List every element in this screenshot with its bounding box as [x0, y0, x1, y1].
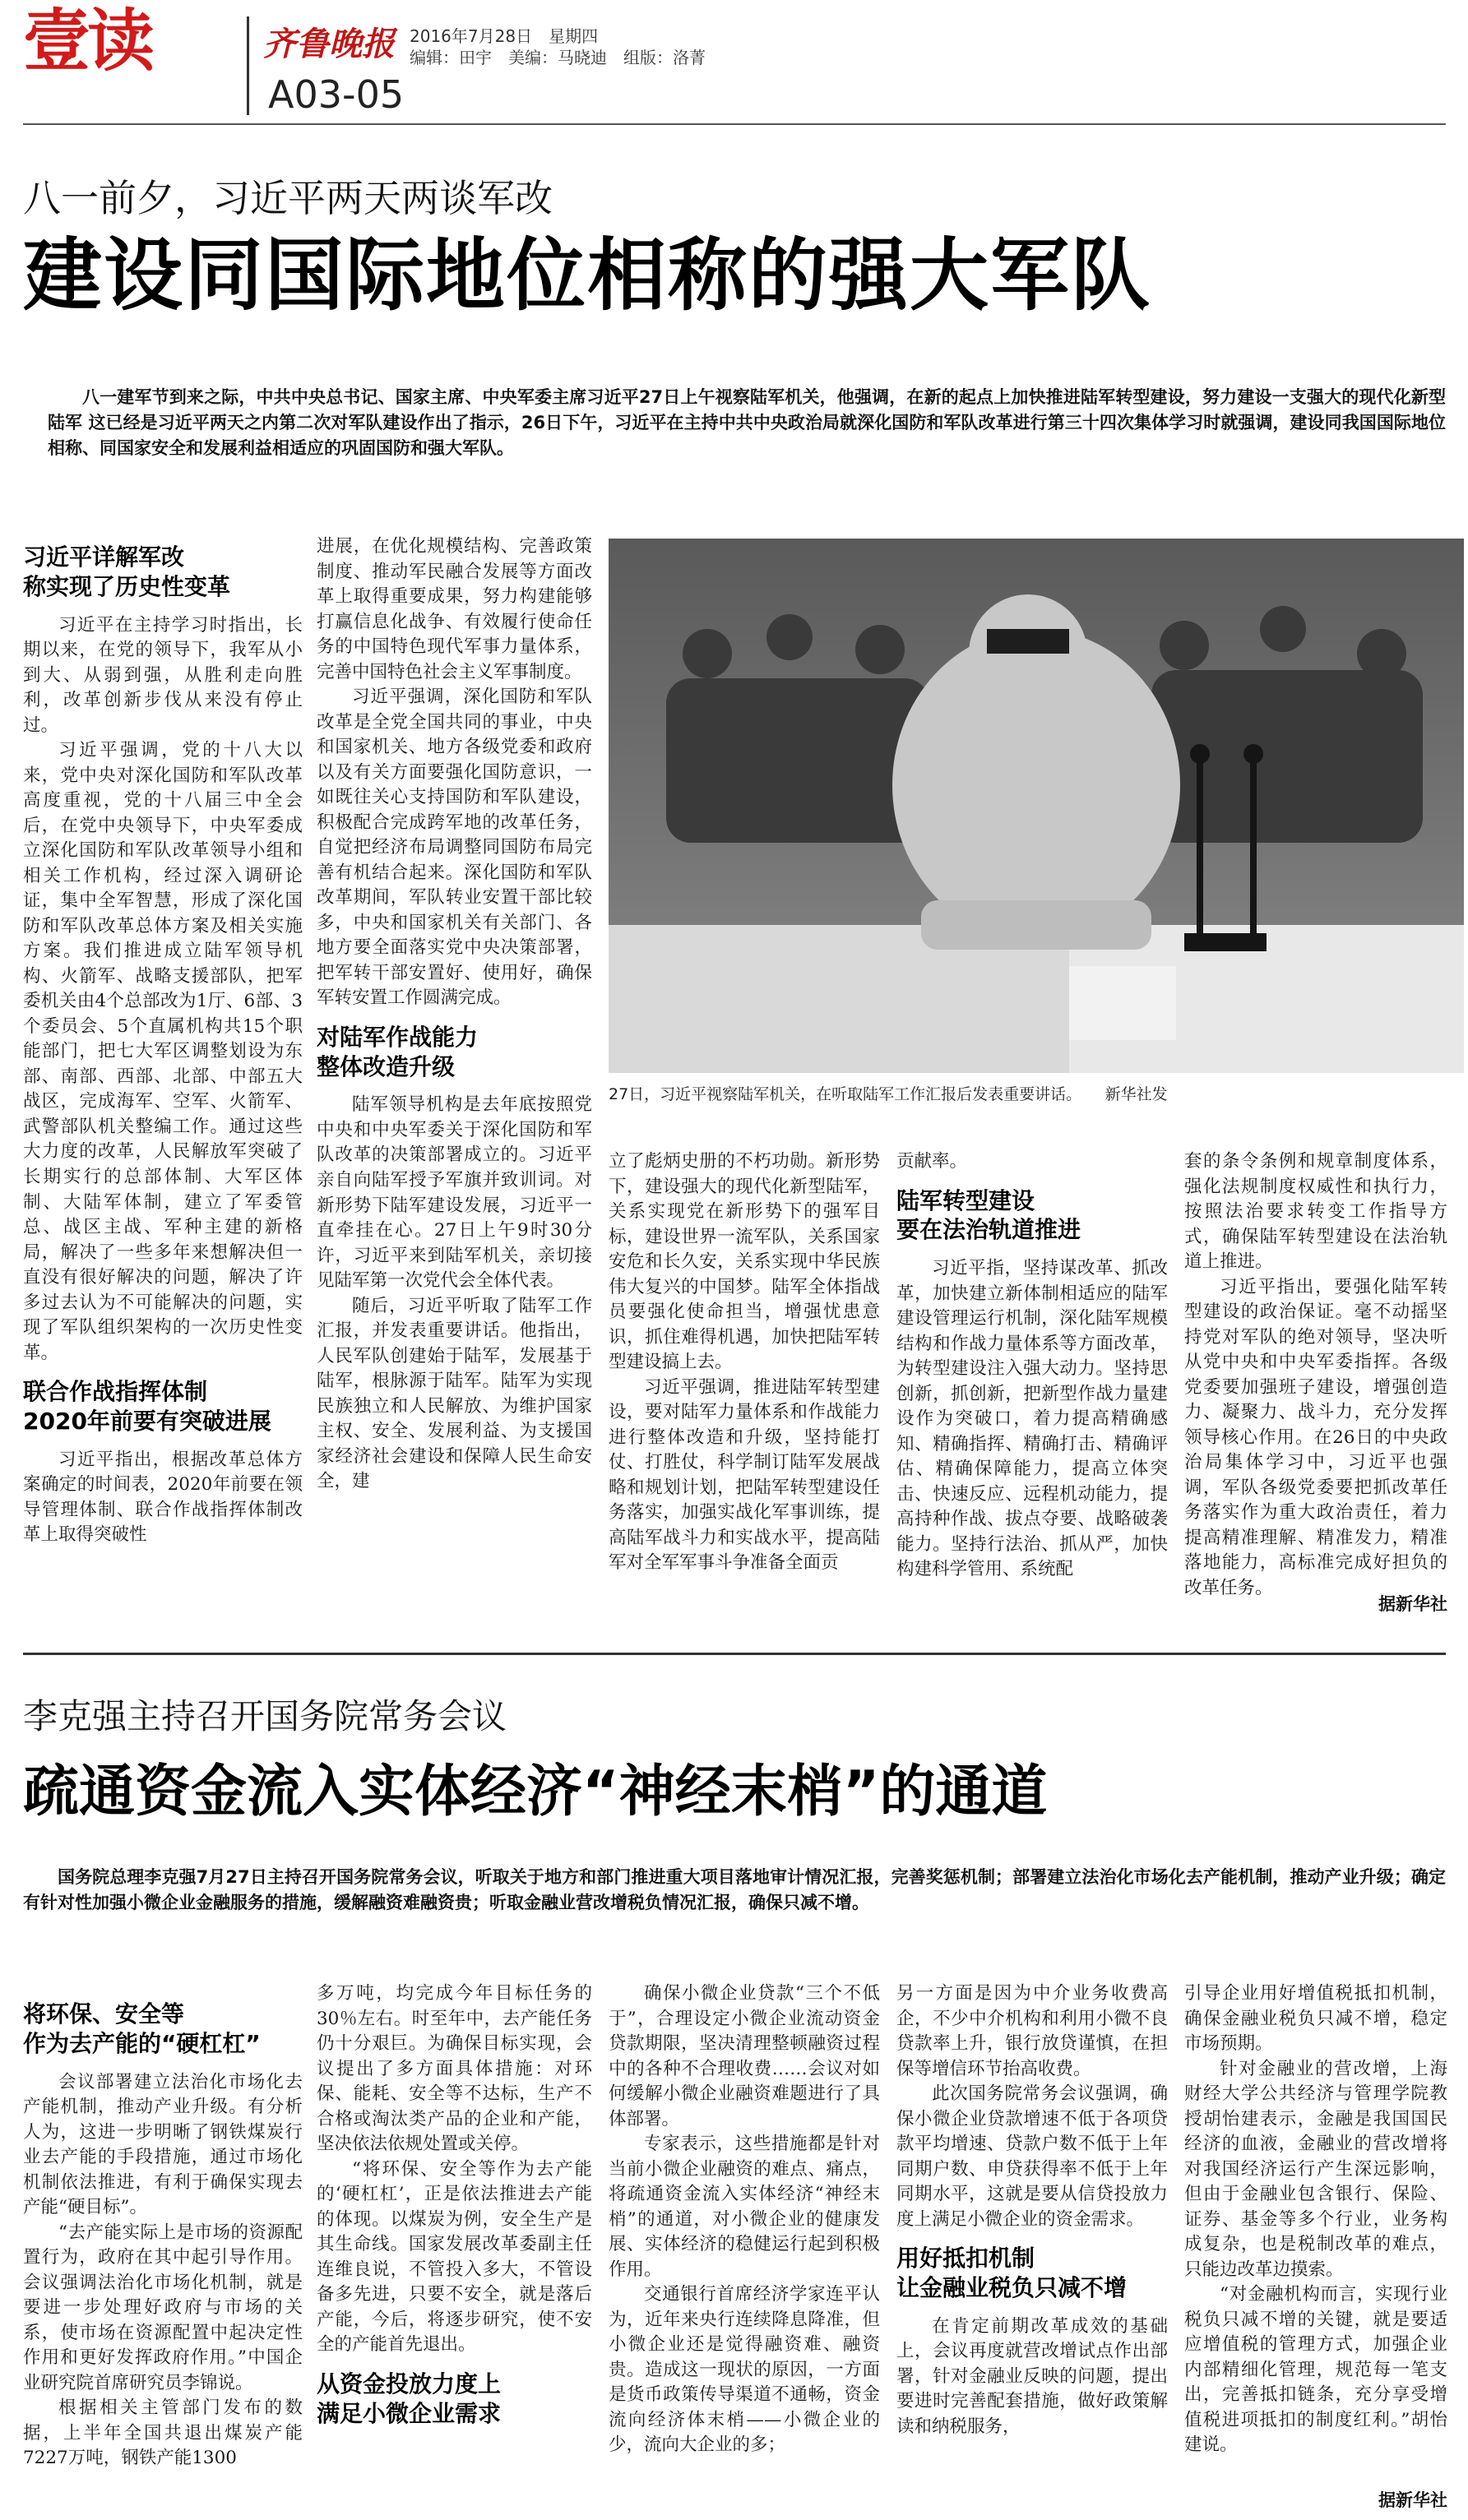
story2-column-1 [23, 1990, 303, 2516]
paragraph: 此次国务院常务会议强调，确保小微企业贷款增速不低于各项贷款平均增速、贷款户数不低于上年同期户数、申贷获得率不低于上年同期水平，这就是要从信贷投放力度上满足小微企业的资金需求。 [896, 2083, 1168, 2230]
story1-lead: 八一建军节到来之际，中共中央总书记、国家主席、中央军委主席习近平27日上午视察陆军机关，他强调，在新的起点上加快推进陆军转型建设，努力建设一支强大的现代化新型陆军 这已经是习近平两天之内第二次对军队建设作出了指示，26日下午，习近平在主持中共中央政治局就深化国防和军队改革进行第三十四次集体学习时就强调，建设同我国国际地位相称、同国家安全和发展利益相适应的巩固国防和强大军队。 [48, 387, 1446, 459]
paragraph: 套的条令条例和规章制度体系，强化法规制度权威性和执行力，按照法治要求转变工作指导方式，确保陆军转型建设在法治轨道上推进。 [1184, 1151, 1447, 1273]
header-rule [23, 123, 1446, 125]
story-divider [23, 1653, 1446, 1655]
paragraph: 交通银行首席经济学家连平认为，近年来央行连续降息降准，但小微企业还是觉得融资难、融资贵。造成这一现状的原因，一方面是货币政策传导渠道不通畅，资金流向经济体末梢——小微企业的少，流向大企业的多； [609, 2284, 880, 2456]
subheading: 对陆军作战能力 整体改造升级 [317, 1023, 479, 1080]
story1-credit: 据新华社 [1378, 1594, 1447, 1614]
paragraph: 随后，习近平听取了陆军工作汇报，并发表重要讲话。他指出，人民军队创建始于陆军，发展基于陆军，根脉源于陆军。陆军为实现民族独立和人民解放、为维护国家主权、安全、发展利益、为支援国家经济社会建设和保障人民生命安全，建 [317, 1295, 592, 1492]
subheading: 从资金投放力度上 满足小微企业需求 [317, 2370, 502, 2427]
paragraph: 在肯定前期改革成效的基础上，会议再度就营改增试点作出部署，针对金融业反映的问题，提出要进时完善配套措施，做好政策解读和纳税服务， [896, 2315, 1168, 2437]
paragraph: 习近平指出，根据改革总体方案确定的时间表，2020年前要在领导管理体制、联合作战指挥体制改革上取得突破性 [23, 1449, 303, 1546]
paragraph: 引导企业用好增值税抵扣机制，确保金融业税负只减不增，稳定市场预期。 [1184, 1983, 1447, 2055]
paragraph: 习近平强调，深化国防和军队改革是全党全国共同的事业，中央和国家机关、地方各级党委和政府以及有关方面要强化国防意识，一如既往关心支持国防和军队建设，积极配合完成跨军地的改革任务，自觉把经济布局调整同国防布局完善有机结合起来。深化国防和军队改革期间，军队转业安置干部比较多，中央和国家机关有关部门、各地方要全面落实党中央决策部署，把军转干部安置好、使用好，确保军转安置工作圆满完成。 [317, 687, 592, 1009]
paragraph: 会议部署建立法治化市场化去产能机制，推动产业升级。有分析人为，这进一步明晰了钢铁煤炭行业去产能的手段措施，通过市场化机制依法推进，有利于确保实现去产能“硬目标”。 [23, 2071, 303, 2218]
subheading: 联合作战指挥体制 2020年前要有突破进展 [23, 1378, 271, 1435]
paragraph: 习近平在主持学习时指出，长期以来，在党的领导下，我军从小到大、从弱到强，从胜利走向胜利，改革创新步伐从来没有停止过。 [23, 614, 303, 736]
story2-lead: 国务院总理李克强7月27日主持召开国务院常务会议，听取关于地方和部门推进重大项目落地审计情况汇报，完善奖惩机制；部署建立法治化市场化去产能机制，推动产业升级；确定有针对性加强小微企业金融服务的措施，缓解融资难融资贵；听取金融业营改增税负情况汇报，确保只减不增。 [23, 1867, 1446, 1913]
subheading: 陆军转型建设 要在法治轨道推进 [896, 1186, 1081, 1244]
paragraph: 确保小微企业贷款“三个不低于”，合理设定小微企业流动资金贷款期限，坚决清理整顿融资过程中的各种不合理收费……会议对如何缓解小微企业融资难题进行了具体部署。 [609, 1983, 880, 2129]
paragraph: 贡献率。 [896, 1151, 968, 1172]
paragraph: 进展，在优化规模结构、完善政策制度、推动军民融合发展等方面改革上取得重要成果，努力构建能够打赢信息化战争、有效履行使命任务的中国特色现代军事力量体系，完善中国特色社会主义军事制度。 [317, 536, 592, 682]
paragraph: 立了彪炳史册的不朽功勋。新形势下，建设强大的现代化新型陆军，关系实现党在新形势下的强军目标，建设世界一流军队，关系国家安危和长久安，关系实现中华民族伟大复兴的中国梦。陆军全体指战员要强化使命担当，增强忧患意识，抓住难得机遇，加快把陆军转型建设搞上去。 [609, 1151, 880, 1373]
paragraph: “去产能实际上是市场的资源配置行为，政府在其中起引导作用。会议强调法治化市场化机制，就是要进一步处理好政府与市场的关系，使市场在资源配置中起决定性作用和更好发挥政府作用。”中国企业研究院首席研究员李锦说。 [23, 2222, 303, 2393]
story2-column-3 [609, 1981, 880, 2516]
story1-column-5 [1184, 1149, 1447, 1598]
subheading: 将环保、安全等 作为去产能的“硬杠杠” [23, 2000, 261, 2057]
story2-kicker: 李克强主持召开国务院常务会议 [23, 1696, 507, 1736]
subheading: 习近平详解军改 称实现了历史性变革 [23, 543, 231, 600]
header-divider [247, 16, 249, 115]
paragraph: 多万吨，均完成今年目标任务的30％左右。时至年中，去产能任务仍十分艰巨。为确保目标实现，会议提出了多方面具体措施：对环保、能耗、安全等不达标，生产不合格或淘汰类产品的企业和产能，坚决依法依规处置或关停。 [317, 1983, 592, 2155]
page-number: A03-05 [268, 72, 405, 117]
paragraph: 习近平指，坚持谋改革、抓改革，加快建立新体制相适应的陆军建设管理运行机制，深化陆军规模结构和作战力量体系等方面改革，为转型建设注入强大动力。坚持思创新，抓创新，把新型作战力量建设作为突破口，着力提高精确感知、精确指挥、精确打击、精确评估、精确保障能力，提高立体突击、快速反应、远程机动能力，提高持种作战、拔点夺要、战略破袭能力。坚持行法治、抓从严，加快构建科学管用、系统配 [896, 1258, 1168, 1580]
paragraph: 习近平强调，党的十八大以来，党中央对深化国防和军队改革高度重视，党的十八届三中全会后，在党中央领导下，中央军委成立深化国防和军队改革领导小组和相关工作机构，经过深入调研论证，集中全军智慧，形成了深化国防和军队改革总体方案及相关实施方案。我们推进成立陆军领导机构、火箭军、战略支援部队，把军委机关由4个总部改为1厅、6部、3个委员会、5个直属机构共15个职能部门，把七大军区调整划设为东部、南部、西部、北部、中部五大战区，完成海军、空军、火箭军、武警部队机关整编工作。通过这些大力度的改革，人民解放军突破了长期实行的总部体制、大军区体制、大陆军体制，建立了军委管总、战区主战、军种主建的新格局，解决了一些多年来想解决但一直没有很好解决的问题，解决了许多过去认为不可能解决的问题，实现了军队组织架构的一次历史性变革。 [23, 740, 303, 1363]
story2-credit: 据新华社 [1378, 2490, 1447, 2510]
paragraph: 针对金融业的营改增，上海财经大学公共经济与管理学院教授胡怡建表示，金融是我国国民经济的血液，金融业的营改增将对我国经济运行产生深远影响，但由于金融业包含银行、保险、证券、基金等多个行业，业务构成复杂，也是税制改革的难点，只能边改革边摸索。 [1184, 2058, 1447, 2280]
editors-line: 编辑：田宇 美编：马晓迪 组版：洛菁 [410, 48, 706, 67]
paragraph: 陆军领导机构是去年底按照党中央和中央军委关于深化国防和军队改革的决策部署成立的。习近平亲自向陆军授予军旗并致训词。对新形势下陆军建设发展，习近平一直牵挂在心。27日上午9时30分许，习近平来到陆军机关，亲切接见陆军第一次党代会全体代表。 [317, 1094, 592, 1292]
paragraph: 根据相关主管部门发布的数据，上半年全国共退出煤炭产能7227万吨，钢铁产能1300 [23, 2397, 303, 2469]
subheading: 用好抵扣机制 让金融业税负只减不增 [896, 2245, 1128, 2301]
story1-column-4 [896, 1149, 1168, 1610]
paragraph: 专家表示，这些措施都是针对当前小微企业融资的难点、痛点，将疏通资金流入实体经济“神经末梢”的通道，对小微企业的健康发展、实体经济的稳健运行起到积极作用。 [609, 2134, 880, 2280]
story1-headline: 建设同国际地位相称的强大军队 [23, 229, 1151, 321]
story2-column-4 [896, 1981, 1168, 2516]
photo-caption: 27日，习近平视察陆军机关，在听取陆军工作汇报后发表重要讲话。 新华社发 [609, 1085, 1168, 1103]
story2-column-2 [317, 1981, 592, 2516]
date-line: 2016年7月28日 星期四 [410, 26, 599, 46]
story1-kicker: 八一前夕，习近平两天两谈军改 [23, 176, 553, 220]
photo-image [609, 539, 1464, 1073]
story1-column-2 [317, 534, 592, 1611]
story1-column-3 [609, 1149, 880, 1610]
paragraph: “对金融机构而言，实现行业税负只减不增的关键，就是要适应增值税的管理方式，加强企业内部精细化管理，规范每一笔支出，完善抵扣链条，充分享受增值税进项抵扣的制度红利。”胡怡建说。 [1184, 2284, 1447, 2456]
section-masthead: 壹读 [23, 2, 152, 81]
paragraph: “将环保、安全等作为去产能的‘硬杠杠’，正是依法推进去产能的体现。以煤炭为例，安全生产是其生命线。国家发展改革委副主任连维良说，不管投入多大，不管设备多先进，只要不安全，就是落后产能，今后，将逐步研究，使不安全的产能首先退出。 [317, 2158, 592, 2356]
story2-headline: 疏通资金流入实体经济“神经末梢”的通道 [23, 1759, 1048, 1824]
story2-column-5 [1184, 1981, 1447, 2479]
paragraph: 习近平强调，推进陆军转型建设，要对陆军力量体系和作战能力进行整体改造和升级，坚持能打仗、打胜仗，科学制订陆军发展战略和规划计划，把陆军转型建设任务落实，加强实战化军事训练，提高陆军战斗力和实战水平，提高陆军对全军军事斗争准备全面贡 [609, 1376, 880, 1574]
story1-column-1 [23, 543, 303, 1611]
news-photo [609, 539, 1464, 1073]
paragraph: 习近平指出，要强化陆军转型建设的政治保证。毫不动摇坚持党对军队的绝对领导，坚决听从党中央和中央军委指挥。各级党委要加强班子建设，增强创造力、凝聚力、战斗力，充分发挥领导核心作用。在26日的中央政治局集体学习中，习近平也强调，军队各级党委要把抓改革任务落实作为重大政治责任，着力提高精准理解、精准发力，精准落地能力，高标准完成好担负的改革任务。 [1184, 1276, 1447, 1598]
newspaper-logo: 齐鲁晚报 [263, 25, 395, 63]
paragraph: 另一方面是因为中介业务收费高企，不少中介机构和利用小微不良贷款率上升，银行放贷谨慎，在担保等增信环节抬高收费。 [896, 1983, 1168, 2079]
